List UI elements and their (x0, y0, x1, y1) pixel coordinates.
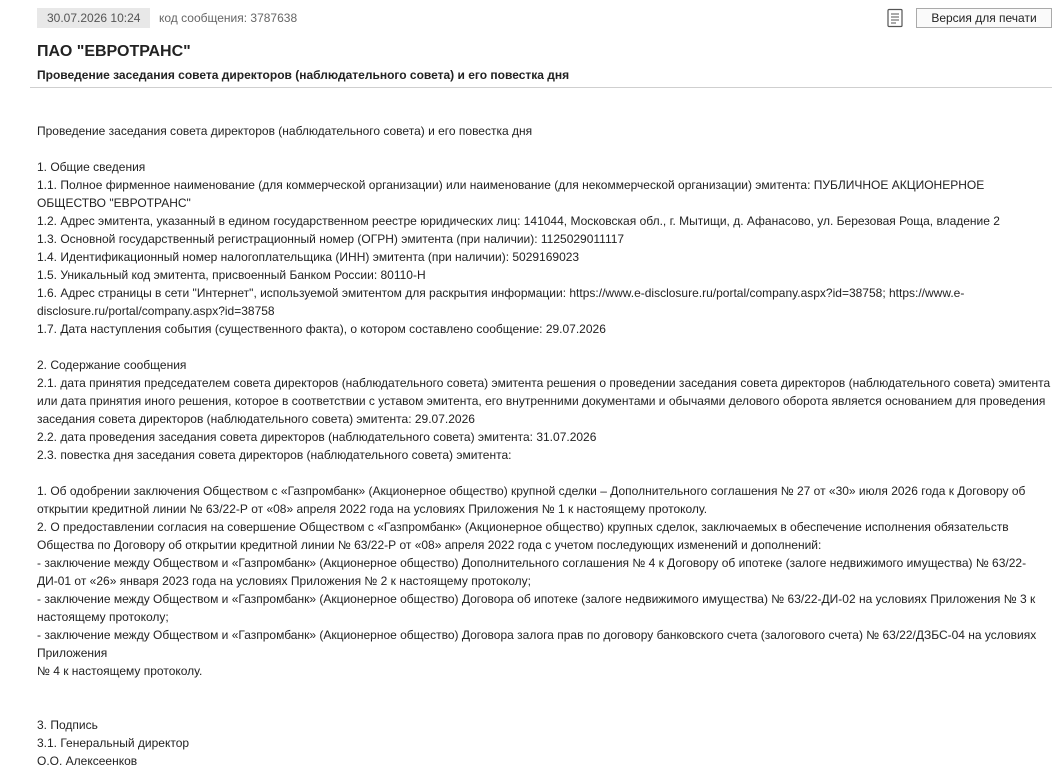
agenda-item-2a: - заключение между Обществом и «Газпромбанк» (Акционерное общество) Дополнительного соглашения № 4 к Договору об ипотеке (залоге недвижимого имущества) № 63/22-ДИ-01 от «26» января 2023 года на условиях Приложения № 2 к настоящему протоколу; (37, 556, 1027, 588)
spacer (37, 338, 1053, 356)
company-name: ПАО "ЕВРОТРАНС" (37, 43, 191, 60)
agenda-item-2c-line-2: № 4 к настоящему протоколу. (37, 664, 203, 678)
general-item-1-3: 1.3. Основной государственный регистрационный номер (ОГРН) эмитента (при наличии): 1125029011117 (37, 232, 625, 246)
spacer (37, 140, 1053, 158)
print-document-icon[interactable] (886, 8, 904, 28)
general-item-1-1: 1.1. Полное фирменное наименование (для коммерческой организации) или наименование (для некоммерческой организации) эмитента: ПУБЛИЧНОЕ АКЦИОНЕРНОЕ ОБЩЕСТВО "ЕВРОТРАНС" (37, 178, 985, 210)
message-code (159, 10, 297, 26)
spacer (37, 698, 1053, 716)
general-item-1-6: 1.6. Адрес страницы в сети "Интернет", используемой эмитентом для раскрытия информации: https://www.e-disclosure.ru/portal/company.aspx?id=38758; https://www.e-disclosure.ru/portal/company.aspx?id=38758 (37, 286, 965, 318)
spacer (37, 464, 1053, 482)
general-item-1-5: 1.5. Уникальный код эмитента, присвоенный Банком России: 80110-H (37, 268, 426, 282)
signature-position: 3.1. Генеральный директор (37, 736, 190, 750)
section-heading-general: 1. Общие сведения (37, 160, 146, 174)
agenda-item-2b: - заключение между Обществом и «Газпромбанк» (Акционерное общество) Договора об ипотеке (залоге недвижимого имущества) № 63/22-ДИ-02 на условиях Приложения № 3 к настоящему протоколу; (37, 592, 1036, 624)
message-body (37, 122, 1053, 770)
agenda-item-2c-line-1: - заключение между Обществом и «Газпромбанк» (Акционерное общество) Договора залога прав по договору банковского счета (залогового счета) № 63/22/ДЗБС-04 на условиях Приложения (37, 628, 1037, 660)
agenda-item-1: 1. Об одобрении заключения Обществом с «Газпромбанк» (Акционерное общество) крупной сделки – Дополнительного соглашения № 27 от «30» июля 2026 года к Договору об открытии кредитной линии № 63/22-Р от «08» апреля 2022 года на условиях Приложения № 1 к настоящему протоколу. (37, 484, 1026, 516)
message-meta-bar (37, 8, 1052, 30)
header-divider (30, 87, 1052, 88)
general-item-1-7: 1.7. Дата наступления события (существенного факта), о котором составлено сообщение: 29.07.2026 (37, 322, 606, 336)
section-heading-signature: 3. Подпись (37, 718, 98, 732)
agenda-item-2: 2. О предоставлении согласия на совершение Обществом с «Газпромбанк» (Акционерное общество) крупных сделок, заключаемых в обеспечение исполнения обязательств Общества по Договору об открытии кредитной линии № 63/22-Р от «08» апреля 2022 года с учетом последующих изменений и дополнений: (37, 520, 1009, 552)
content-item-2-3: 2.3. повестка дня заседания совета директоров (наблюдательного совета) эмитента: (37, 448, 512, 462)
content-item-2-2: 2.2. дата проведения заседания совета директоров (наблюдательного совета) эмитента: 31.07.2026 (37, 430, 597, 444)
section-heading-content: 2. Содержание сообщения (37, 358, 187, 372)
message-code-value: 3787638 (250, 11, 298, 25)
message-subtitle: Проведение заседания совета директоров (наблюдательного совета) и его повестка дня (37, 68, 570, 82)
general-item-1-2: 1.2. Адрес эмитента, указанный в едином государственном реестре юридических лиц: 141044, Московская обл., г. Мытищи, д. Афанасово, ул. Березовая Роща, владение 2 (37, 214, 1000, 228)
message-header (37, 42, 1052, 83)
spacer (37, 680, 1053, 698)
date-badge: 30.07.2026 10:24 (37, 8, 150, 28)
general-item-1-4: 1.4. Идентификационный номер налогоплательщика (ИНН) эмитента (при наличии): 5029169023 (37, 250, 580, 264)
signature-name: О.О. Алексеенков (37, 754, 138, 768)
content-item-2-1: 2.1. дата принятия председателем совета директоров (наблюдательного совета) эмитента решения о проведении заседания совета директоров (наблюдательного совета) эмитента или дата принятия иного решения, которое в соответствии с уставом эмитента, его внутренними документами и обычаями делового оборота является основанием для проведения заседания совета директоров (наблюдательного совета) эмитента: 29.07.2026 (37, 376, 1051, 426)
body-intro: Проведение заседания совета директоров (наблюдательного совета) и его повестка дня (37, 124, 533, 138)
print-version-button[interactable]: Версия для печати (916, 8, 1052, 28)
message-code-label: код сообщения: (159, 11, 248, 25)
